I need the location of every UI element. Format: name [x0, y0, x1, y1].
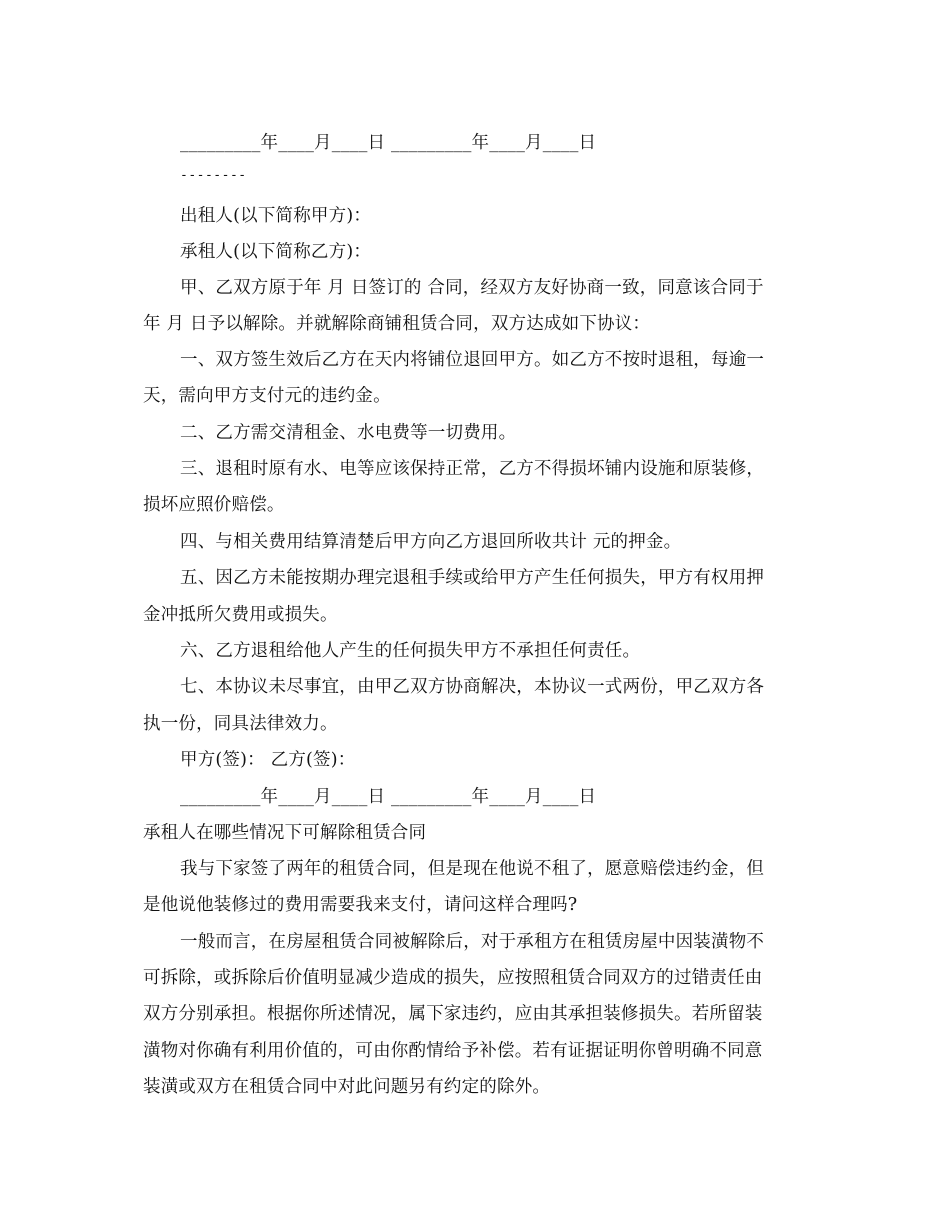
date-line-top: _________年____月____日 _________年____月____日 — [180, 133, 597, 153]
clause-1-line-2: 天，需向甲方支付元的违约金。 — [143, 386, 391, 406]
intro-paragraph-line-1: 甲、乙双方原于年 月 日签订的 合同，经双方友好协商一致，同意该合同于 — [180, 278, 764, 298]
clause-6: 六、乙方退租给他人产生的任何损失甲方不承担任何责任。 — [180, 641, 641, 661]
clause-7-line-1: 七、本协议未尽事宜，由甲乙双方协商解决，本协议一式两份，甲乙双方各 — [180, 677, 765, 697]
answer-line-5: 装潢或双方在租赁合同中对此问题另有约定的除外。 — [143, 1077, 551, 1097]
intro-paragraph-line-2: 年 月 日予以解除。并就解除商铺租赁合同，双方达成如下协议： — [143, 314, 651, 334]
question-line-1: 我与下家签了两年的租赁合同，但是现在他说不租了，愿意赔偿违约金，但 — [180, 859, 765, 879]
question-line-2: 是他说他装修过的费用需要我来支付，请问这样合理吗? — [143, 895, 578, 915]
clause-2: 二、乙方需交清租金、水电费等一切费用。 — [180, 423, 517, 443]
clause-5-line-2: 金冲抵所欠费用或损失。 — [143, 605, 338, 625]
clause-3-line-1: 三、退租时原有水、电等应该保持正常，乙方不得损坏铺内设施和原装修， — [180, 459, 765, 479]
date-line-bottom: _________年____月____日 _________年____月____日 — [180, 787, 597, 807]
answer-line-1: 一般而言，在房屋租赁合同被解除后，对于承租方在租赁房屋中因装潢物不 — [180, 932, 765, 952]
section-title: 承租人在哪些情况下可解除租赁合同 — [143, 823, 427, 843]
lessee-label: 承租人(以下简称乙方)： — [180, 242, 372, 262]
answer-line-4: 潢物对你确有利用价值的，可由你酌情给予补偿。若有证据证明你曾明确不同意 — [143, 1041, 763, 1061]
dash-line: -------- — [180, 168, 247, 183]
clause-7-line-2: 执一份，同具法律效力。 — [143, 714, 338, 734]
clause-4: 四、与相关费用结算清楚后甲方向乙方退回所收共计 元的押金。 — [180, 532, 682, 552]
signature-line: 甲方(签)： 乙方(签)： — [180, 750, 356, 770]
clause-3-line-2: 损坏应照价赔偿。 — [143, 495, 285, 515]
lessor-label: 出租人(以下简称甲方)： — [180, 206, 372, 226]
clause-5-line-1: 五、因乙方未能按期办理完退租手续或给甲方产生任何损失，甲方有权用押 — [180, 568, 765, 588]
answer-line-2: 可拆除，或拆除后价值明显减少造成的损失，应按照租赁合同双方的过错责任由 — [143, 968, 763, 988]
answer-line-3: 双方分别承担。根据你所述情况，属下家违约，应由其承担装修损失。若所留装 — [143, 1004, 763, 1024]
clause-1-line-1: 一、双方签生效后乙方在天内将铺位退回甲方。如乙方不按时退租，每逾一 — [180, 350, 765, 370]
